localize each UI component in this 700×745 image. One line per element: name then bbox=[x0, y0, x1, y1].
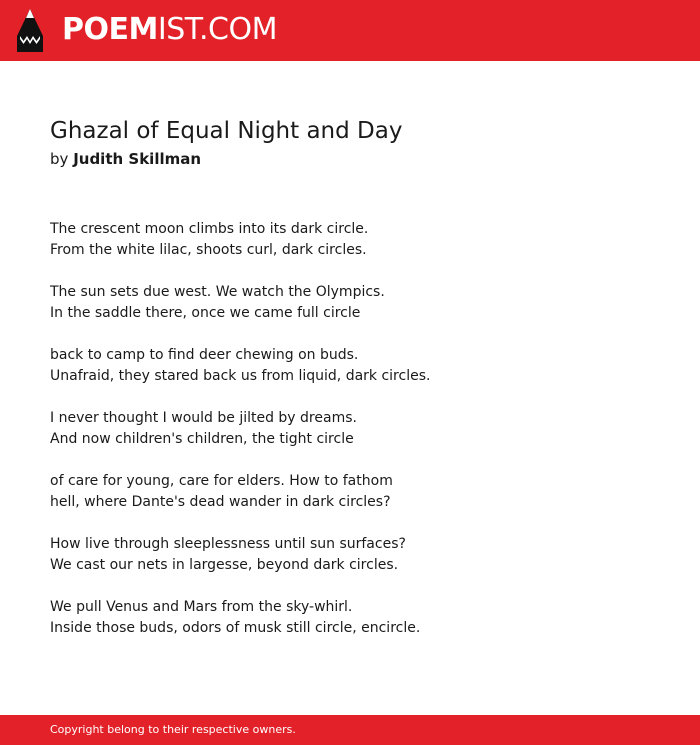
logo-text-bold: POEM bbox=[62, 12, 158, 47]
by-label: by bbox=[50, 150, 69, 168]
stanza bbox=[50, 345, 430, 387]
logo-text-thin: IST.COM bbox=[157, 12, 277, 47]
poem-line: How live through sleeplessness until sun surfaces? bbox=[50, 536, 406, 552]
poem-line: hell, where Dante's dead wander in dark circles? bbox=[50, 494, 391, 510]
poem-line: From the white lilac, shoots curl, dark circles. bbox=[50, 242, 367, 258]
poem-line: Inside those buds, odors of musk still circle, encircle. bbox=[50, 620, 421, 636]
byline bbox=[50, 148, 201, 170]
poem-line: back to camp to find deer chewing on buds. bbox=[50, 347, 359, 363]
stanza bbox=[50, 219, 430, 261]
stanza bbox=[50, 597, 430, 639]
poem-body bbox=[50, 219, 430, 660]
site-logo[interactable] bbox=[62, 11, 277, 49]
poem-line: Unafraid, they stared back us from liquid, dark circles. bbox=[50, 368, 431, 384]
poem-line: of care for young, care for elders. How to fathom bbox=[50, 473, 393, 489]
poem-line: The crescent moon climbs into its dark circle. bbox=[50, 221, 369, 237]
poem-line: We cast our nets in largesse, beyond dark circles. bbox=[50, 557, 399, 573]
site-header bbox=[0, 0, 700, 61]
stanza bbox=[50, 471, 430, 513]
site-footer bbox=[0, 715, 700, 745]
stanza bbox=[50, 282, 430, 324]
poem-line: And now children's children, the tight circle bbox=[50, 431, 354, 447]
poem-title: Ghazal of Equal Night and Day bbox=[50, 118, 403, 144]
stanza bbox=[50, 534, 430, 576]
pencil-tip-icon[interactable] bbox=[17, 9, 43, 52]
author-name[interactable]: Judith Skillman bbox=[73, 150, 202, 168]
poem-line: The sun sets due west. We watch the Olympics. bbox=[50, 284, 385, 300]
stanza bbox=[50, 408, 430, 450]
copyright-text: Copyright belong to their respective owners. bbox=[50, 723, 296, 736]
poem-line: I never thought I would be jilted by dreams. bbox=[50, 410, 357, 426]
poem-line: We pull Venus and Mars from the sky-whirl. bbox=[50, 599, 353, 615]
poem-line: In the saddle there, once we came full circle bbox=[50, 305, 361, 321]
